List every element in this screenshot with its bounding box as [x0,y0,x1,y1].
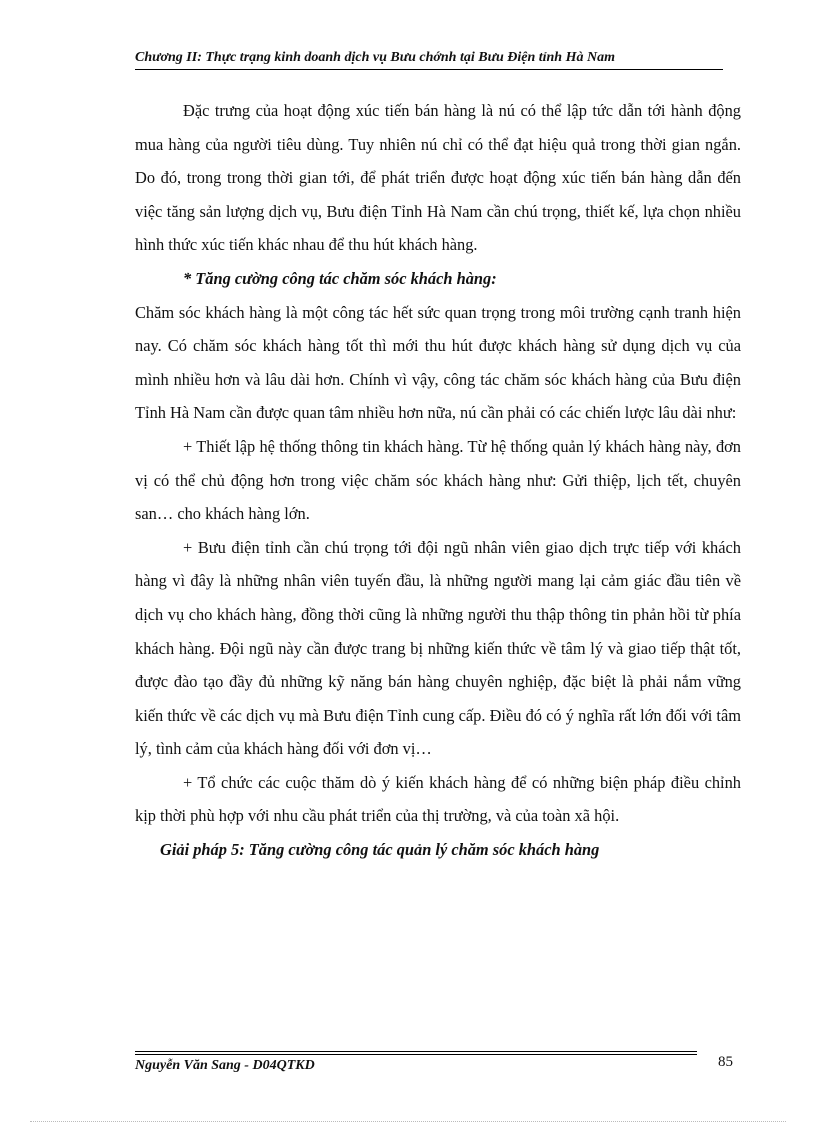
page-number: 85 [718,1054,733,1070]
footer-rule-top [135,1051,697,1052]
paragraph-customer-survey: + Tổ chức các cuộc thăm dò ý kiến khách hàng để có những biện pháp điều chỉnh kịp thời phù hợp với nhu cầu phát triển của thị trường, và của toàn xã hội. [135,772,741,826]
header-rule [135,69,723,70]
page-content [135,94,741,867]
sub-heading-customer-care: * Tăng cường công tác chăm sóc khách hàng: [183,268,497,288]
solution-heading: Giải pháp 5: Tăng cường công tác quản lý chăm sóc khách hàng [160,840,600,860]
paragraph-promotion: Đặc trưng của hoạt động xúc tiến bán hàng là nú có thể lập tức dẫn tới hành động mua hàng của người tiêu dùng. Tuy nhiên nú chỉ có thể đạt hiệu quả trong thời gian ngắn. Do đó, trong trong thời gian tới, để phát triển được hoạt động xúc tiến bán hàng dẫn đến việc tăng sản lượng dịch vụ, Bưu điện Tỉnh Hà Nam cần chú trọng, thiết kế, lựa chọn nhiều hình thức xúc tiến khác nhau để thu hút khách hàng. [135,101,741,255]
paragraph-customer-info-system: + Thiết lập hệ thống thông tin khách hàng. Từ hệ thống quản lý khách hàng này, đơn vị có thể chủ động hơn trong việc chăm sóc khách hàng như: Gửi thiệp, lịch tết, chuyên san… cho khách hàng lớn. [135,436,741,524]
footer-author: Nguyễn Văn Sang - D04QTKD [135,1058,315,1073]
paragraph-staff-training: + Bưu điện tỉnh cần chú trọng tới đội ngũ nhân viên giao dịch trực tiếp với khách hàng vì đây là những nhân viên tuyến đầu, là những người mang lại cảm giác đầu tiên về dịch vụ cho khách hàng, đồng thời cũng là những người thu thập thông tin phản hồi từ phía khách hàng. Đội ngũ này cần được trang bị những kiến thức về tâm lý và giao tiếp thật tốt, được đào tạo đầy đủ những kỹ năng bán hàng chuyên nghiệp, đặc biệt là phải nắm vững kiến thức về các dịch vụ mà Bưu điện Tỉnh cung cấp. Điều đó có ý nghĩa rất lớn đối với tâm lý, tình cảm của khách hàng đối với đơn vị… [135,537,741,759]
chapter-header: Chương II: Thực trạng kinh doanh dịch vụ Bưu chớnh tại Bưu Điện tỉnh Hà Nam [135,50,615,65]
page-bottom-divider [30,1121,786,1122]
footer-rule-bottom [135,1054,697,1055]
paragraph-customer-care: Chăm sóc khách hàng là một công tác hết sức quan trọng trong môi trường cạnh tranh hiện nay. Có chăm sóc khách hàng tốt thì mới thu hút được khách hàng sử dụng dịch vụ của mình nhiều hơn và lâu dài hơn. Chính vì vậy, công tác chăm sóc khách hàng của Bưu điện Tỉnh Hà Nam cần được quan tâm nhiều hơn nữa, nú cần phải có các chiến lược lâu dài như: [135,302,741,423]
